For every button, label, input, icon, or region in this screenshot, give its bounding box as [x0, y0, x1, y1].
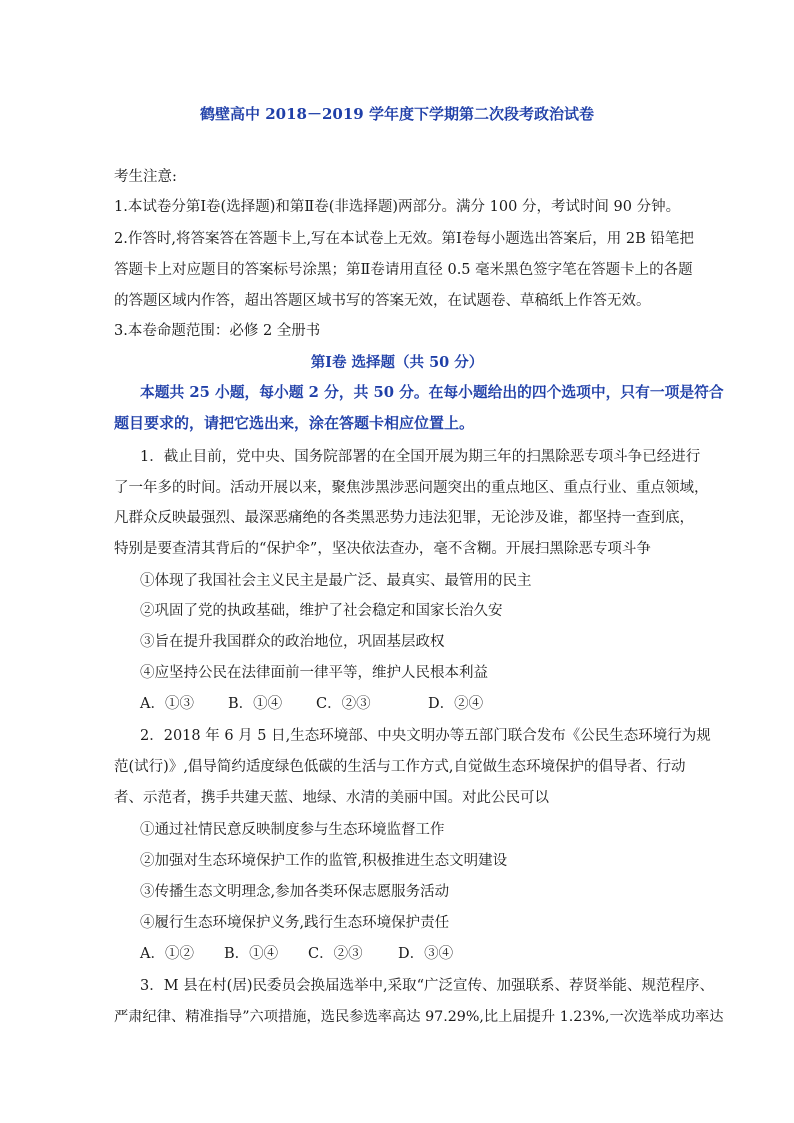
question-option: ④履行生态环境保护义务,践行生态环境保护责任	[140, 915, 450, 931]
choice-d: D．②④	[428, 696, 484, 712]
question-stem: 3．M 县在村(居)民委员会换届选举中,采取“广泛宣传、加强联系、荐贤举能、规范程序、	[140, 978, 715, 994]
notice-item: 答题卡上对应题目的答案标号涂黑；第Ⅱ卷请用直径 0.5 毫米黑色签字笔在答题卡上的各题	[114, 262, 693, 278]
choice-b: B．①④	[224, 946, 279, 962]
question-option: ①体现了我国社会主义民主是最广泛、最真实、最管用的民主	[140, 573, 532, 589]
choice-c: C．②③	[308, 946, 363, 962]
section-instruction: 题目要求的，请把它选出来，涂在答题卡相应位置上。	[114, 414, 475, 432]
question-option: ③传播生态文明理念,参加各类环保志愿服务活动	[140, 884, 450, 900]
question-stem: 2．2018 年 6 月 5 日,生态环境部、中央文明办等五部门联合发布《公民生态环境行为规	[140, 728, 711, 744]
notice-item: 的答题区域内作答，超出答题区域书写的答案无效，在试题卷、草稿纸上作答无效。	[114, 293, 651, 309]
question-stem: 1．截止目前，党中央、国务院部署的在全国开展为期三年的扫黑除恶专项斗争已经进行	[140, 449, 701, 465]
question-option: ②加强对生态环境保护工作的监管,积极推进生态文明建设	[140, 853, 508, 869]
question-stem: 凡群众反映最强烈、最深恶痛绝的各类黑恶势力违法犯罪，无论涉及谁，都坚持一查到底，	[114, 510, 694, 526]
exam-title: 鹤壁高中 2018－2019 学年度下学期第二次段考政治试卷	[200, 105, 594, 123]
question-option: ③旨在提升我国群众的政治地位，巩固基层政权	[140, 634, 445, 650]
notice-heading: 考生注意:	[114, 169, 177, 185]
choice-a: A．①③	[140, 696, 194, 712]
section-heading: 第Ⅰ卷 选择题（共 50 分）	[310, 354, 484, 371]
answer-choices	[140, 943, 710, 965]
notice-item: 2.作答时,将答案答在答题卡上,写在本试卷上无效。第Ⅰ卷每小题选出答案后，用 2B 铅笔把	[114, 231, 694, 247]
choice-a: A．①②	[140, 946, 194, 962]
notice-item: 3.本卷命题范围：必修 2 全册书	[114, 323, 321, 339]
answer-choices	[140, 693, 710, 715]
notice-item: 1.本试卷分第Ⅰ卷(选择题)和第Ⅱ卷(非选择题)两部分。满分 100 分，考试时间 90 分钟。	[114, 199, 681, 215]
choice-d: D．③④	[398, 946, 454, 962]
section-instruction: 本题共 25 小题，每小题 2 分，共 50 分。在每小题给出的四个选项中，只有一项是符合	[140, 384, 724, 401]
question-option: ④应坚持公民在法律面前一律平等，维护人民根本利益	[140, 665, 488, 681]
question-stem: 了一年多的时间。活动开展以来，聚焦涉黑涉恶问题突出的重点地区、重点行业、重点领域，	[114, 480, 709, 496]
question-stem: 严肃纪律、精准指导”六项措施，选民参选率高达 97.29%,比上届提升 1.23%,一次选举成功率达	[114, 1009, 724, 1025]
choice-c: C．②③	[316, 696, 371, 712]
question-stem: 范(试行)》,倡导简约适度绿色低碳的生活与工作方式,自觉做生态环境保护的倡导者、行动	[114, 759, 686, 775]
question-option: ①通过社情民意反映制度参与生态环境监督工作	[140, 822, 445, 838]
question-option: ②巩固了党的执政基础，维护了社会稳定和国家长治久安	[140, 603, 503, 619]
choice-b: B．①④	[228, 696, 283, 712]
question-stem: 特别是要查清其背后的“保护伞”，坚决依法查办，毫不含糊。开展扫黑除恶专项斗争	[114, 541, 651, 557]
question-stem: 者、示范者，携手共建天蓝、地绿、水清的美丽中国。对此公民可以	[114, 790, 549, 806]
